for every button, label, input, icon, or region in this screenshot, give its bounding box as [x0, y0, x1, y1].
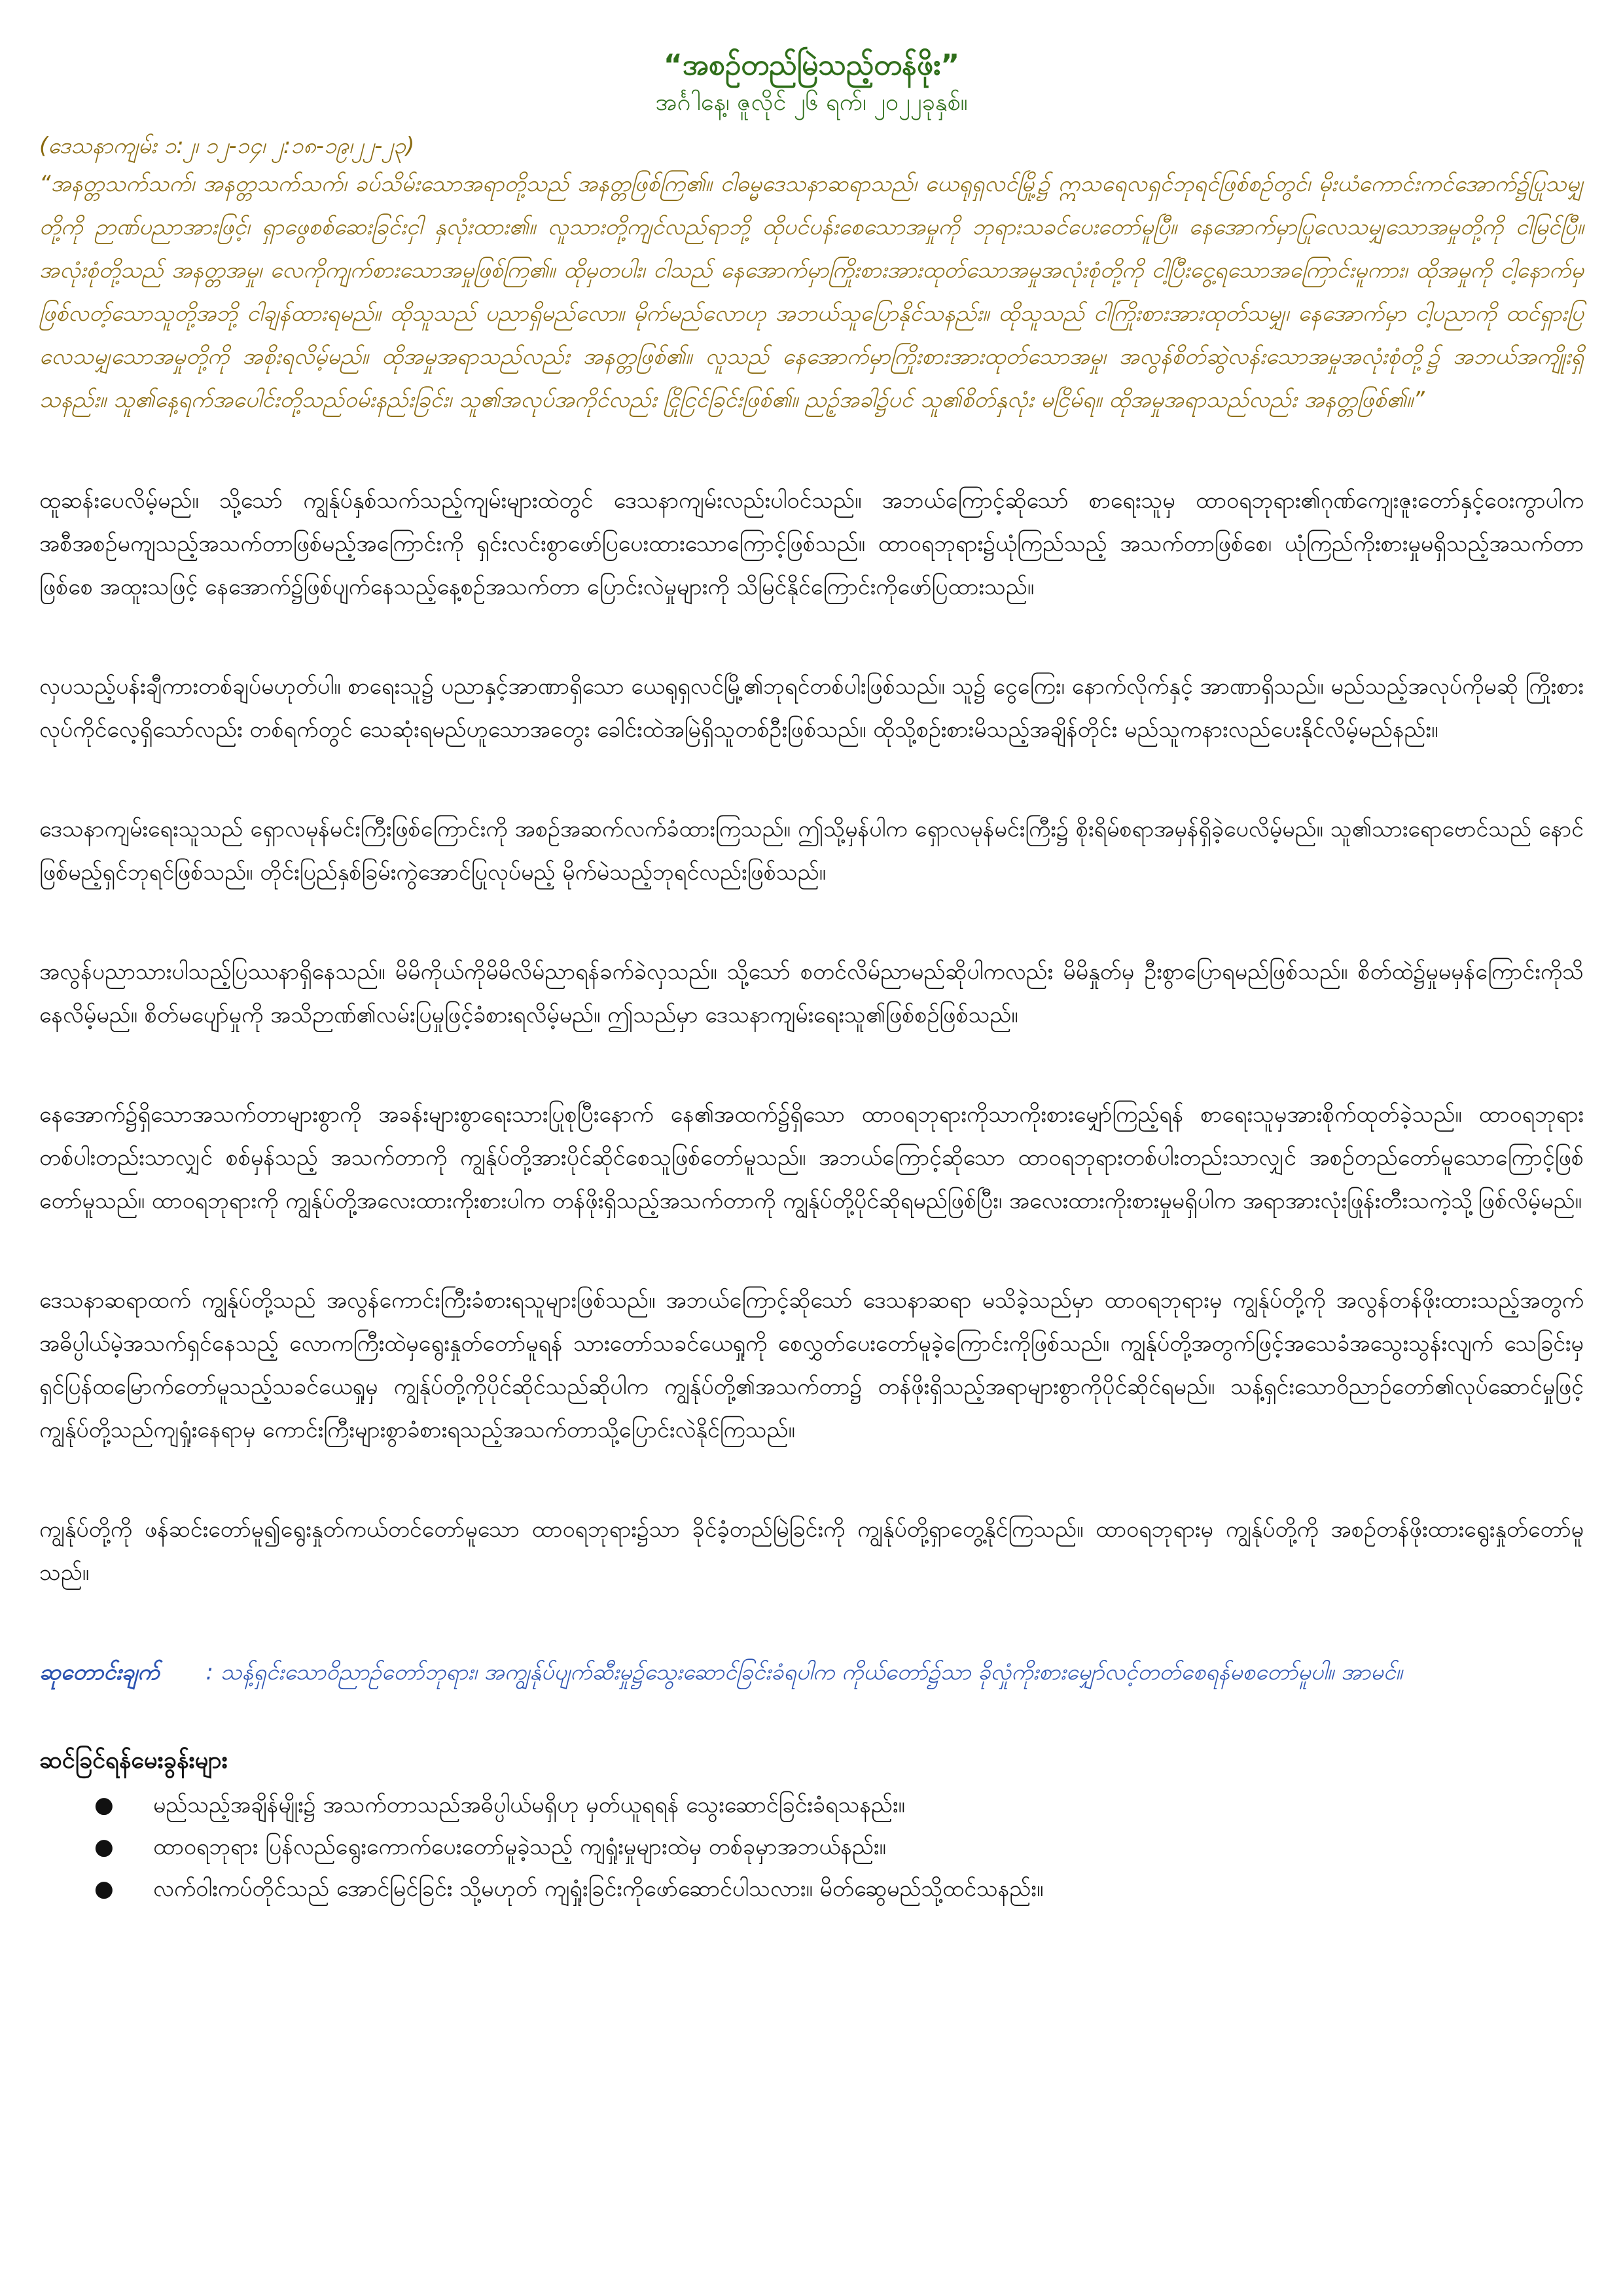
body-paragraph-4: အလွန်ပညာသားပါသည့်ပြဿနာရှိနေသည်။ မိမိကိုယ်ကိုမိမိလိမ်ညာရန်ခက်ခဲလှသည်။ သို့သော် စတင်လိမ်ညာမည်ဆိုပါကလည်း မိမိနှုတ်မှ ဦးစွာပြောရမည်ဖြစ်သည်။ စိတ်ထဲ၌မှုမမှန်ကြောင်းကိုသိနေလိမ့်မည်။ စိတ်မပျော်မှုကို အသိဉာဏ်၏လမ်းပြမှုဖြင့်ခံစားရလိမ့်မည်။ ဤသည်မှာ ဒေသနာကျမ်းရေးသူ၏ဖြစ်စဉ်ဖြစ်သည်။	[39, 959, 1584, 1028]
questions-list	[39, 1784, 1584, 1910]
body-paragraph-7: ကျွန်ုပ်တို့ကို ဖန်ဆင်းတော်မူ၍ရွေးနှုတ်ကယ်တင်တော်မူသော ထာဝရဘုရား၌သာ ခိုင်ခံ့တည်မြဲခြင်းကို ကျွန်ုပ်တို့ရှာတွေ့နိုင်ကြသည်။ ထာဝရဘုရားမှ ကျွန်ုပ်တို့ကို အစဉ်တန်ဖိုးထားရွေးနှုတ်တော်မူသည်။	[39, 1516, 1584, 1586]
question-item	[94, 1826, 1584, 1868]
body-paragraph-1: ထူဆန်းပေလိမ့်မည်။ သို့သော် ကျွန်ုပ်နှစ်သက်သည့်ကျမ်းများထဲတွင် ဒေသနာကျမ်းလည်းပါဝင်သည်။ အဘယ်ကြောင့်ဆိုသော် စာရေးသူမှ ထာဝရဘုရား၏ဂုဏ်ကျေးဇူးတော်နှင့်ဝေးကွာပါက အစီအစဉ်မကျသည့်အသက်တာဖြစ်မည့်အကြောင်းကို ရှင်းလင်းစွာဖော်ပြပေးထားသောကြောင့်ဖြစ်သည်။ ထာဝရဘုရား၌ယုံကြည်သည့် အသက်တာဖြစ်စေ၊ ယုံကြည်ကိုးစားမှုမရှိသည့်အသက်တာဖြစ်စေ အထူးသဖြင့် နေအောက်၌ဖြစ်ပျက်နေသည့်နေ့စဉ်အသက်တာ ပြောင်းလဲမှုများကို သိမြင်နိုင်ကြောင်းကိုဖော်ပြထားသည်။	[39, 488, 1584, 600]
bullet-icon: ●	[94, 1876, 114, 1902]
bullet-icon: ●	[94, 1834, 114, 1860]
body-paragraph-2: လှပသည့်ပန်းချီကားတစ်ချပ်မဟုတ်ပါ။ စာရေးသူ၌ ပညာနှင့်အာဏာရှိသော ယေရုရှလင်မြို့၏ဘုရင်တစ်ပါးဖြစ်သည်။ သူ၌ ငွေကြေး၊ နောက်လိုက်နှင့် အာဏာရှိသည်။ မည်သည့်အလုပ်ကိုမဆို ကြိုးစားလုပ်ကိုင်လေ့ရှိသော်လည်း တစ်ရက်တွင် သေဆုံးရမည်ဟူသောအတွေး ခေါင်းထဲအမြဲရှိသူတစ်ဦးဖြစ်သည်။ ထိုသို့စဉ်းစားမိသည့်အချိန်တိုင်း မည်သူကနားလည်ပေးနိုင်လိမ့်မည်နည်း။	[39, 673, 1584, 743]
prayer-text: : သန့်ရှင်းသောဝိညာဉ်တော်ဘုရား၊ အကျွန်ုပ်ပျက်ဆီးမှု၌သွေးဆောင်ခြင်းခံရပါက ကိုယ်တော်၌သာ ခိုလှုံကိုးစားမျှော်လင့်တတ်စေရန်မစတော်မူပါ။ အာမင်။	[205, 1659, 1402, 1685]
question-text: ထာဝရဘုရား ပြန်လည်ရွေးကောက်ပေးတော်မူခဲ့သည့် ကျရှုံးမှုများထဲမှ တစ်ခုမှာအဘယ်နည်း။	[153, 1834, 886, 1860]
question-item	[94, 1784, 1584, 1826]
page-title: “အစဉ်တည်မြဲသည့်တန်ဖိုး”	[663, 48, 960, 82]
body-paragraph-6: ဒေသနာဆရာထက် ကျွန်ုပ်တို့သည် အလွန်ကောင်းကြီးခံစားရသူများဖြစ်သည်။ အဘယ်ကြောင့်ဆိုသော် ဒေသနာဆရာ မသိခဲ့သည်မှာ ထာဝရဘုရားမှ ကျွန်ုပ်တို့ကို အလွန်တန်ဖိုးထားသည့်အတွက် အဓိပ္ပါယ်မဲ့အသက်ရှင်နေသည့် လောကကြီးထဲမှရွေးနှုတ်တော်မူရန် သားတော်သခင်ယေရှုကို စေလွှတ်ပေးတော်မူခဲ့ကြောင်းကိုဖြစ်သည်။ ကျွန်ုပ်တို့အတွက်ဖြင့်အသေခံအသွေးသွန်းလျက် သေခြင်းမှရှင်ပြန်ထမြောက်တော်မူသည့်သခင်ယေရှုမှ ကျွန်ုပ်တို့ကိုပိုင်ဆိုင်သည်ဆိုပါက ကျွန်ုပ်တို့၏အသက်တာ၌ တန်ဖိုးရှိသည့်အရာများစွာကိုပိုင်ဆိုင်ရမည်။ သန့်ရှင်းသောဝိညာဉ်တော်၏လုပ်ဆောင်မှုဖြင့် ကျွန်ုပ်တို့သည်ကျရှုံးနေရာမှ ကောင်းကြီးများစွာခံစားရသည့်အသက်တာသို့ပြောင်းလဲနိုင်ကြသည်။	[39, 1287, 1584, 1443]
page-date: အင်္ဂါနေ့၊ ဇူလိုင် ၂၆ ရက်၊ ၂၀၂၂ခုနှစ်။	[655, 89, 968, 116]
scripture-reference: (ဒေသနာကျမ်း ၁:၂၊ ၁၂-၁၄၊ ၂:၁၈-၁၉၊၂၂-၂၃)	[39, 133, 415, 159]
question-text: မည်သည့်အချိန်မျိုး၌ အသက်တာသည်အဓိပ္ပါယ်မရှိဟု မှတ်ယူရရန် သွေးဆောင်ခြင်းခံရသနည်း။	[153, 1792, 905, 1818]
prayer-block	[39, 1651, 1584, 1694]
scripture-text: “အနတ္တသက်သက်၊ အနတ္တသက်သက်၊ ခပ်သိမ်းသောအရာတို့သည် အနတ္တဖြစ်ကြ၏။ ငါဓမ္မဒေသနာဆရာသည်၊ ယေရုရှလင်မြို့၌ ဣသရေလရှင်ဘုရင်ဖြစ်စဉ်တွင်၊ မိုးယံကောင်းကင်အောက်၌ပြုသမျှတို့ကို ဉာဏ်ပညာအားဖြင့်၊ ရှာဖွေစစ်ဆေးခြင်းငှါ နှလုံးထား၏။ လူသားတို့ကျင်လည်ရာဘို့ ထိုပင်ပန်းစေသောအမှုကို ဘုရားသခင်ပေးတော်မူပြီ။ နေအောက်မှာပြုလေသမျှသောအမှုတို့ကို ငါမြင်ပြီ။ အလုံးစုံတို့သည် အနတ္တအမှု၊ လေကိုကျက်စားသောအမှုဖြစ်ကြ၏။ ထိုမှတပါး၊ ငါသည် နေအောက်မှာကြိုးစားအားထုတ်သောအမှုအလုံးစုံတို့ကို ငါ့ပြီးငွေ့ရသောအကြောင်းမူကား၊ ထိုအမှုကို ငါ့နောက်မှဖြစ်လတ့်သောသူတို့အဘို့ ငါချန်ထားရမည်။ ထိုသူသည် ပညာရှိမည်လော။ မိုက်မည်လောဟု အဘယ်သူပြောနိုင်သနည်း။ ထိုသူသည် ငါကြိုးစားအားထုတ်သမျှ၊ နေအောက်မှာ ငါ့ပညာကို ထင်ရှားပြလေသမျှသောအမှုတို့ကို အစိုးရလိမ့်မည်။ ထိုအမှုအရာသည်လည်း အနတ္တဖြစ်၏။ လူသည် နေအောက်မှာကြိုးစားအားထုတ်သောအမှု၊ အလွန်စိတ်ဆွဲလန်းသောအမှုအလုံးစုံတို့၌ အဘယ်အကျိုးရှိသနည်း။ သူ၏နေ့ရက်အပေါင်းတို့သည်ဝမ်းနည်းခြင်း၊ သူ၏အလုပ်အကိုင်လည်း ငြိုငြင်ခြင်းဖြစ်၏။ ညဉ့်အခါ၌ပင် သူ၏စိတ်နှလုံး မငြိမ်ရ။ ထိုအမှုအရာသည်လည်း အနတ္တဖြစ်၏။”	[39, 171, 1584, 413]
bullet-icon: ●	[94, 1792, 114, 1818]
body-paragraph-5: နေအောက်၌ရှိသောအသက်တာများစွာကို အခန်းများစွာရေးသားပြုစုပြီးနောက် နေ၏အထက်၌ရှိသော ထာဝရဘုရားကိုသာကိုးစားမျှော်ကြည့်ရန် စာရေးသူမှအားစိုက်ထုတ်ခဲ့သည်။ ထာဝရဘုရားတစ်ပါးတည်းသာလျှင် စစ်မှန်သည့် အသက်တာကို ကျွန်ုပ်တို့အားပိုင်ဆိုင်စေသူဖြစ်တော်မူသည်။ အဘယ်ကြောင့်ဆိုသော ထာဝရဘုရားတစ်ပါးတည်းသာလျှင် အစဉ်တည်တော်မူသောကြောင့်ဖြစ်တော်မူသည်။ ထာဝရဘုရားကို ကျွန်ုပ်တို့အလေးထားကိုးစားပါက တန်ဖိုးရှိသည့်အသက်တာကို ကျွန်ုပ်တို့ပိုင်ဆိုရမည်ဖြစ်ပြီး၊ အလေးထားကိုးစားမှုမရှိပါက အရာအားလုံးဖြုန်းတီးသကဲ့သို့ဖြစ်လိမ့်မည်။	[39, 1102, 1584, 1214]
questions-heading: ဆင်ခြင်ရန်မေးခွန်းများ	[39, 1747, 228, 1774]
question-text: လက်ဝါးကပ်တိုင်သည် အောင်မြင်ခြင်း သို့မဟုတ် ကျရှုံးခြင်းကိုဖော်ဆောင်ပါသလား။ မိတ်ဆွေမည်သို့ထင်သနည်း။	[153, 1876, 1044, 1902]
question-item	[94, 1868, 1584, 1910]
prayer-label: ဆုတောင်းချက်	[39, 1659, 160, 1685]
body-paragraph-3: ဒေသနာကျမ်းရေးသူသည် ရှောလမုန်မင်းကြီးဖြစ်ကြောင်းကို အစဉ်အဆက်လက်ခံထားကြသည်။ ဤသို့မှန်ပါက ရှောလမုန်မင်းကြီး၌ စိုးရိမ်စရာအမှန်ရှိခဲ့ပေလိမ့်မည်။ သူ၏သားရောဗောင်သည် နောင်ဖြစ်မည့်ရှင်ဘုရင်ဖြစ်သည်။ တိုင်းပြည်နှစ်ခြမ်းကွဲအောင်ပြုလုပ်မည့် မိုက်မဲသည့်ဘုရင်လည်းဖြစ်သည်။	[39, 816, 1584, 886]
